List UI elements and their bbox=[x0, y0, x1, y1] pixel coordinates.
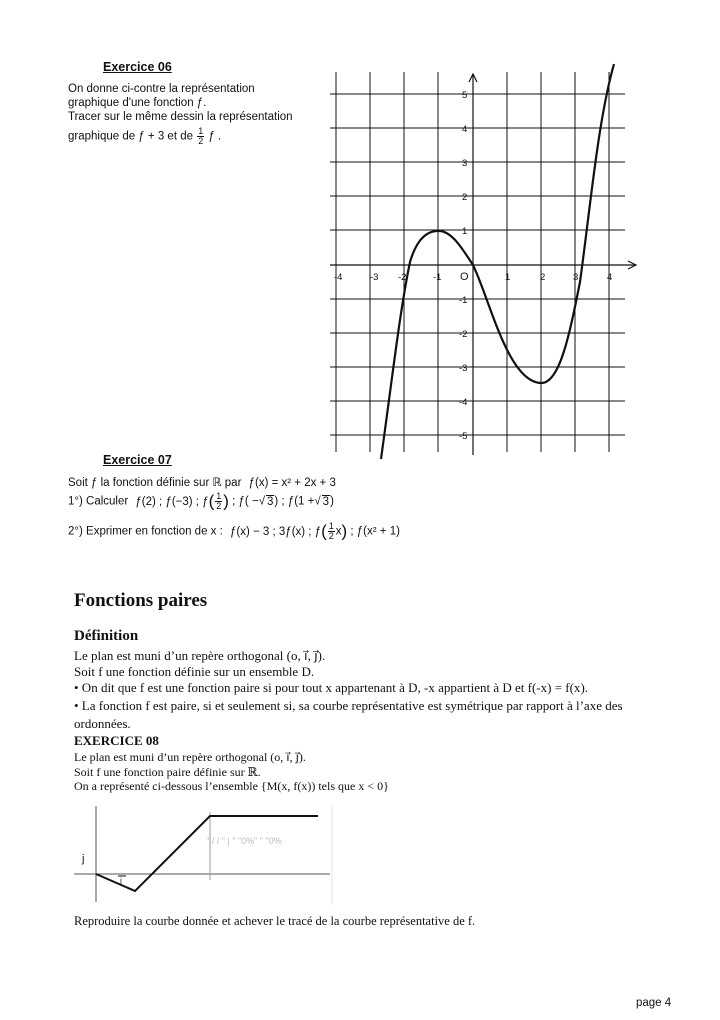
exercise-07-intro-text: Soit ƒ la fonction définie sur ℝ par bbox=[68, 477, 242, 489]
question-1-label: 1°) Calculer bbox=[68, 495, 129, 508]
i-vector-label: i bbox=[120, 876, 122, 886]
definition-line-2: Soit f une fonction définie sur un ensemble D. bbox=[74, 664, 315, 679]
paren-open: ( bbox=[321, 521, 327, 541]
faded-annotation-text: " / / " | " "0%" " "0% bbox=[206, 836, 282, 846]
question-2-part-a: ƒ(x) − 3 ; 3ƒ(x) ; ƒ bbox=[230, 525, 322, 538]
x-tick-label: -1 bbox=[433, 272, 442, 283]
graph-y-tick-labels bbox=[459, 90, 467, 442]
exercise-07-title: Exercice 07 bbox=[103, 453, 172, 467]
x-tick-label: 4 bbox=[607, 272, 613, 283]
y-tick-label: 3 bbox=[462, 158, 468, 169]
y-tick-label: -1 bbox=[459, 295, 468, 306]
exercise-08-title: EXERCICE 08 bbox=[74, 733, 159, 748]
y-tick-label: -2 bbox=[459, 329, 468, 340]
exercise-07-question-2 bbox=[68, 522, 488, 541]
sqrt-radicand: 3 bbox=[322, 495, 330, 508]
fraction-denominator: 2 bbox=[216, 501, 222, 511]
y-tick-label: -4 bbox=[459, 397, 468, 408]
question-1-part-d: ) ; ƒ(1 + bbox=[274, 495, 315, 508]
x-tick-label: 1 bbox=[505, 272, 511, 283]
exercise-06-line-2: graphique d'une fonction ƒ. bbox=[68, 97, 207, 109]
x-tick-label: 2 bbox=[540, 272, 546, 283]
exercise-08-conclusion: Reproduire la courbe donnée et achever le tracé de la courbe représentative de f. bbox=[74, 914, 476, 928]
fraction-numerator: 1 bbox=[198, 126, 204, 136]
exercise-06-line-4 bbox=[68, 127, 318, 146]
fraction-denominator: 2 bbox=[328, 531, 334, 541]
function-graph-06 bbox=[326, 62, 646, 467]
definition-bullet-2-continued: ordonnées. bbox=[74, 716, 131, 731]
fraction-numerator: 1 bbox=[216, 491, 222, 501]
graph-axes bbox=[330, 74, 636, 455]
exercise-07-function-def: ƒ(x) = x² + 2x + 3 bbox=[248, 477, 336, 489]
exercise-08-text bbox=[74, 750, 574, 794]
y-tick-label: -3 bbox=[459, 363, 468, 374]
exercise-07-question-1 bbox=[68, 492, 468, 511]
fraction-denominator: 2 bbox=[198, 136, 204, 146]
fraction-one-half bbox=[328, 522, 335, 541]
definition-line-1: Le plan est muni d’un repère orthogonal (o, i⃗, j⃗). bbox=[74, 648, 326, 663]
x-tick-label: O bbox=[460, 271, 469, 283]
definition-title: Définition bbox=[74, 628, 139, 644]
fraction-one-half bbox=[197, 127, 204, 146]
question-2-variable: x bbox=[335, 525, 342, 538]
definition-bullet-2: • La fonction f est paire, si et seulement si, sa courbe représentative est symétrique par rapport à l’axe des bbox=[74, 698, 623, 713]
exercise-06-line-1: On donne ci-contre la représentation bbox=[68, 83, 255, 95]
question-1-part-a: ƒ(2) ; ƒ(−3) ; ƒ bbox=[135, 495, 209, 508]
exercise-06-line-4a: graphique de ƒ + 3 et de bbox=[68, 130, 194, 143]
sqrt-icon: √ bbox=[314, 495, 321, 508]
y-tick-label: -5 bbox=[459, 431, 468, 442]
definition-body bbox=[74, 648, 704, 732]
x-tick-label: -2 bbox=[398, 272, 407, 283]
exercise-08-line-2: Soit f une fonction paire définie sur ℝ. bbox=[74, 764, 261, 779]
y-tick-label: 5 bbox=[462, 90, 468, 101]
exercise-06-line-4b: ƒ . bbox=[208, 130, 222, 143]
paren-close: ) bbox=[341, 521, 348, 541]
y-tick-label: 1 bbox=[462, 226, 468, 237]
even-function-partial-graph bbox=[70, 800, 340, 910]
paren-open: ( bbox=[208, 491, 215, 511]
y-tick-label: 4 bbox=[462, 124, 468, 135]
question-1-part-f: ) bbox=[330, 495, 334, 508]
given-curve bbox=[96, 816, 318, 891]
sqrt-radicand: 3 bbox=[267, 495, 274, 508]
exercise-07-intro bbox=[68, 476, 448, 490]
exercise-06-line-3: Tracer sur le même dessin la représentation bbox=[68, 111, 293, 123]
definition-bullet-1: • On dit que f est une fonction paire si pour tout x appartenant à D, -x appartient à D et f(-x) = f(x). bbox=[74, 680, 589, 695]
fraction-one-half bbox=[215, 492, 222, 511]
graph-grid bbox=[330, 72, 625, 452]
question-2-label: 2°) Exprimer en fonction de x : bbox=[68, 525, 223, 538]
page-number: page 4 bbox=[636, 997, 672, 1009]
function-curve bbox=[381, 64, 614, 459]
exercise-06-title: Exercice 06 bbox=[103, 60, 172, 74]
x-tick-label: -3 bbox=[370, 272, 379, 283]
paren-close: ) bbox=[223, 491, 229, 511]
y-tick-label: 2 bbox=[462, 192, 468, 203]
exercise-08-line-1: Le plan est muni d’un repère orthogonal (o, i⃗, j⃗). bbox=[74, 750, 306, 764]
exercise-06-text bbox=[68, 82, 318, 146]
exercise-08-line-3: On a représenté ci-dessous l’ensemble {M(x, f(x)) tels que x < 0} bbox=[74, 779, 389, 793]
section-heading: Fonctions paires bbox=[74, 590, 208, 611]
question-1-part-b: ; ƒ( − bbox=[228, 495, 259, 508]
sqrt-icon: √ bbox=[258, 495, 265, 508]
x-tick-label: -4 bbox=[334, 272, 343, 283]
x-tick-label: 3 bbox=[573, 272, 579, 283]
j-vector-label: j bbox=[82, 853, 85, 865]
fraction-numerator: 1 bbox=[328, 521, 334, 531]
question-2-part-b: ; ƒ(x² + 1) bbox=[347, 525, 400, 538]
